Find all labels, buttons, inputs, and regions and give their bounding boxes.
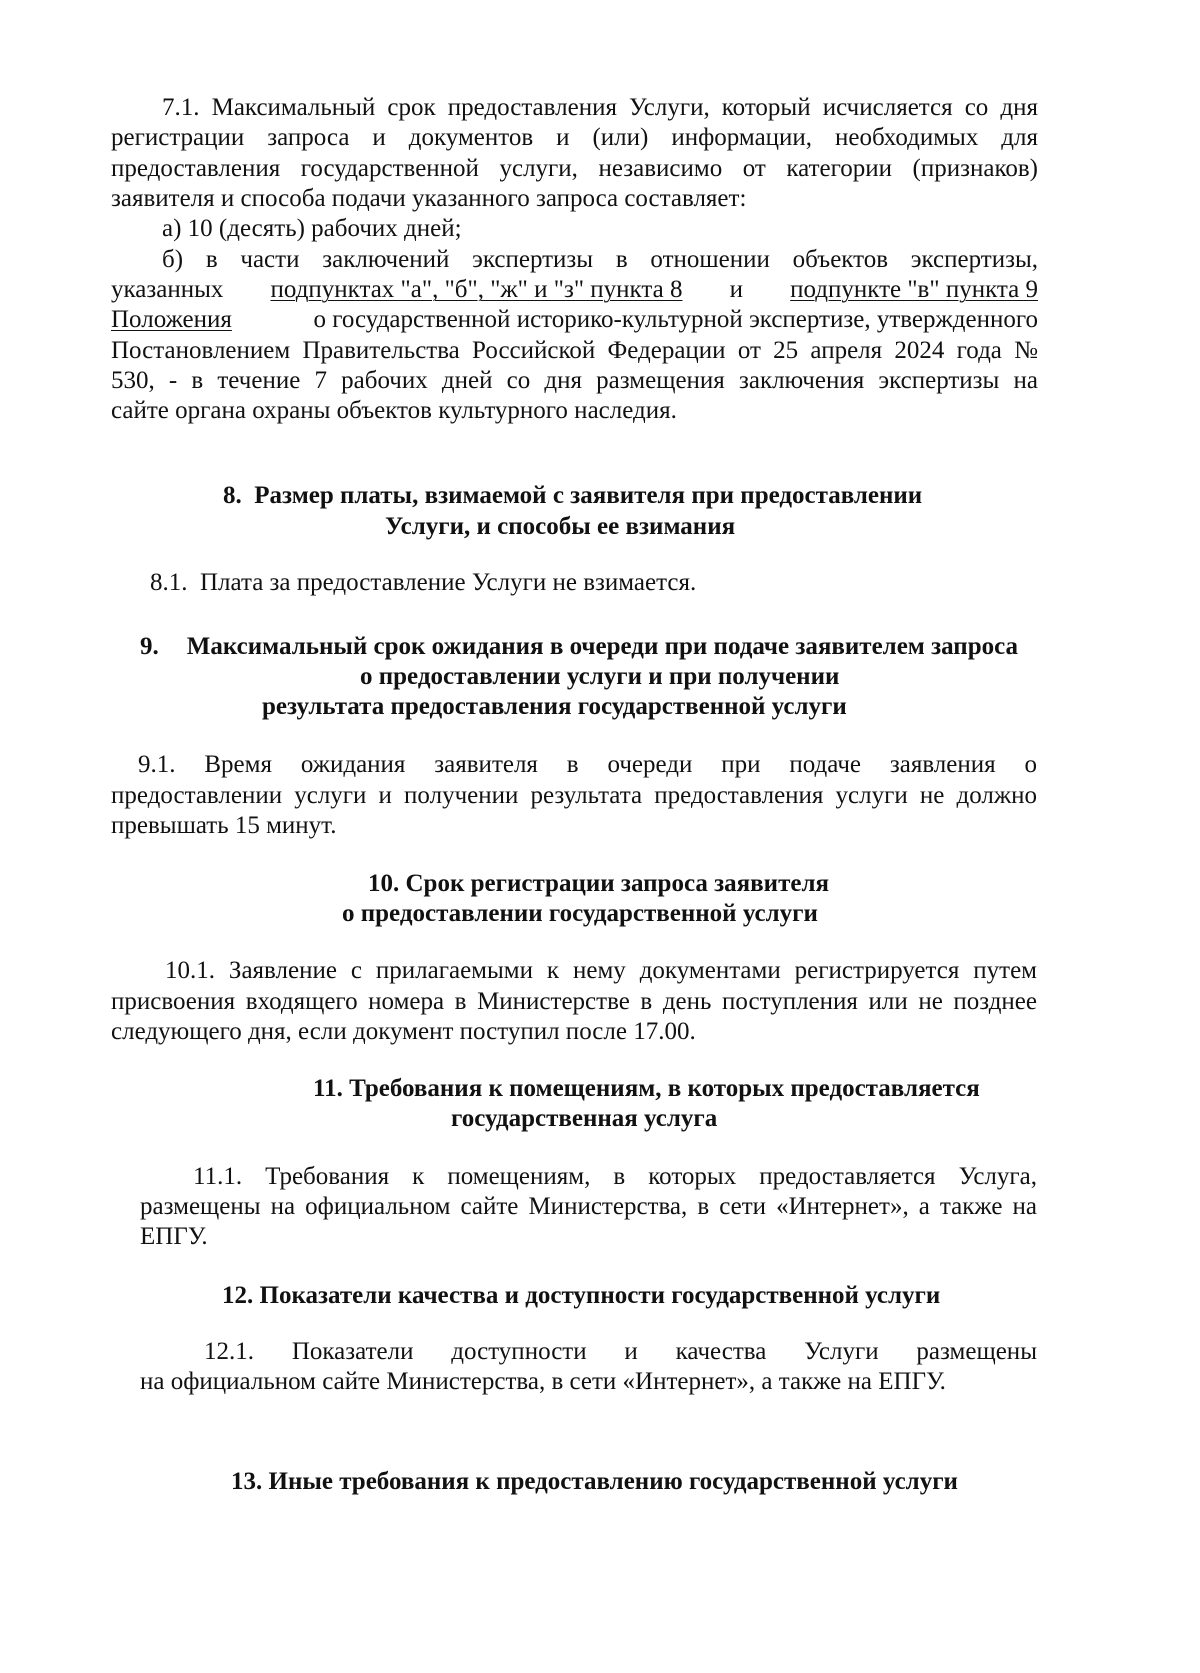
heading-8-line-1 [223, 481, 953, 512]
item-a: а) 10 (десять) рабочих дней; [162, 215, 462, 242]
paragraph-8-1 [150, 568, 696, 599]
paragraph-11-1-line-3: ЕПГУ. [140, 1223, 208, 1250]
item-b-line-4: Постановлением Правительства Российской Федерации от 25 апреля 2024 года № [111, 337, 1038, 364]
paragraph-9-1-line-1: 9.1. Время ожидания заявителя в очереди при подаче заявления о [138, 751, 1037, 778]
item-b-line-6: сайте органа охраны объектов культурного наследия. [111, 397, 677, 424]
heading-12: 12. Показатели качества и доступности государственной услуги [222, 1282, 941, 1309]
paragraph-12-1-line-1: 12.1. Показатели доступности и качества Услуги размещены [204, 1338, 1037, 1365]
paragraph-10-1-line-1: 10.1. Заявление с прилагаемыми к нему документами регистрируется путем [165, 957, 1037, 984]
heading-13: 13. Иные требования к предоставлению государственной услуги [231, 1468, 958, 1495]
heading-8-line-2: Услуги, и способы ее взимания [385, 513, 736, 540]
item-b-conjunction: и [729, 276, 743, 303]
item-b-line-3 [111, 305, 1038, 336]
heading-10-line-1: 10. Срок регистрации запроса заявителя [368, 870, 829, 897]
heading-9-text: Максимальный срок ожидания в очереди при подаче заявителем запроса [186, 633, 1019, 660]
paragraph-11-1-line-1: 11.1. Требования к помещениям, в которых предоставляется Услуга, [193, 1163, 1037, 1190]
link-regulation[interactable]: Положения [111, 306, 232, 333]
paragraph-9-1-line-3: превышать 15 минут. [111, 812, 337, 839]
paragraph-10-1-line-3: следующего дня, если документ поступил после 17.00. [111, 1018, 696, 1045]
link-subitems-point-8[interactable]: подпунктах "а", "б", "ж" и "з" пункта 8 [270, 276, 683, 303]
paragraph-12-1-line-2: на официальном сайте Министерства, в сети «Интернет», а также на ЕПГУ. [140, 1368, 946, 1395]
link-subitem-point-9[interactable]: подпункте "в" пункта 9 [790, 276, 1038, 303]
heading-8-text: Размер платы, взимаемой с заявителя при предоставлении [254, 482, 923, 509]
paragraph-8-1-number: 8.1. [150, 569, 188, 596]
item-b-line-2 [111, 275, 1038, 306]
heading-10-line-2: о предоставлении государственной услуги [342, 900, 818, 927]
paragraph-8-1-text: Плата за предоставление Услуги не взимается. [200, 569, 697, 596]
paragraph-7-1-line-1: 7.1. Максимальный срок предоставления Услуги, который исчисляется со дня [162, 94, 1038, 121]
heading-11-line-1: 11. Требования к помещениям, в которых предоставляется [313, 1075, 980, 1102]
item-b-text: указанных [111, 276, 224, 303]
paragraph-9-1-line-2: предоставлении услуги и получении результата предоставления услуги не должно [111, 782, 1037, 809]
heading-11-line-2: государственная услуга [451, 1105, 718, 1132]
paragraph-11-1-line-2: размещены на официальном сайте Министерства, в сети «Интернет», а также на [140, 1193, 1037, 1220]
paragraph-7-1-line-3: предоставления государственной услуги, независимо от категории (признаков) [111, 155, 1038, 182]
heading-9-line-1 [140, 632, 1035, 663]
paragraph-7-1-line-2: регистрации запроса и документов и (или) информации, необходимых для [111, 124, 1038, 151]
paragraph-10-1-line-2: присвоения входящего номера в Министерстве в день поступления или не позднее [111, 988, 1037, 1015]
item-b-line-3-text: о государственной историко-культурной экспертизе, утвержденного [313, 306, 1038, 333]
heading-9-number: 9. [140, 633, 159, 660]
item-b-line-1: б) в части заключений экспертизы в отношении объектов экспертизы, [162, 246, 1038, 273]
paragraph-7-1-line-4: заявителя и способа подачи указанного запроса составляет: [111, 185, 747, 212]
item-b-line-5: 530, - в течение 7 рабочих дней со дня размещения заключения экспертизы на [111, 367, 1038, 394]
heading-9-line-3: результата предоставления государственной услуги [262, 693, 847, 720]
heading-8-number: 8. [223, 482, 242, 509]
heading-9-line-2: о предоставлении услуги и при получении [360, 663, 840, 690]
